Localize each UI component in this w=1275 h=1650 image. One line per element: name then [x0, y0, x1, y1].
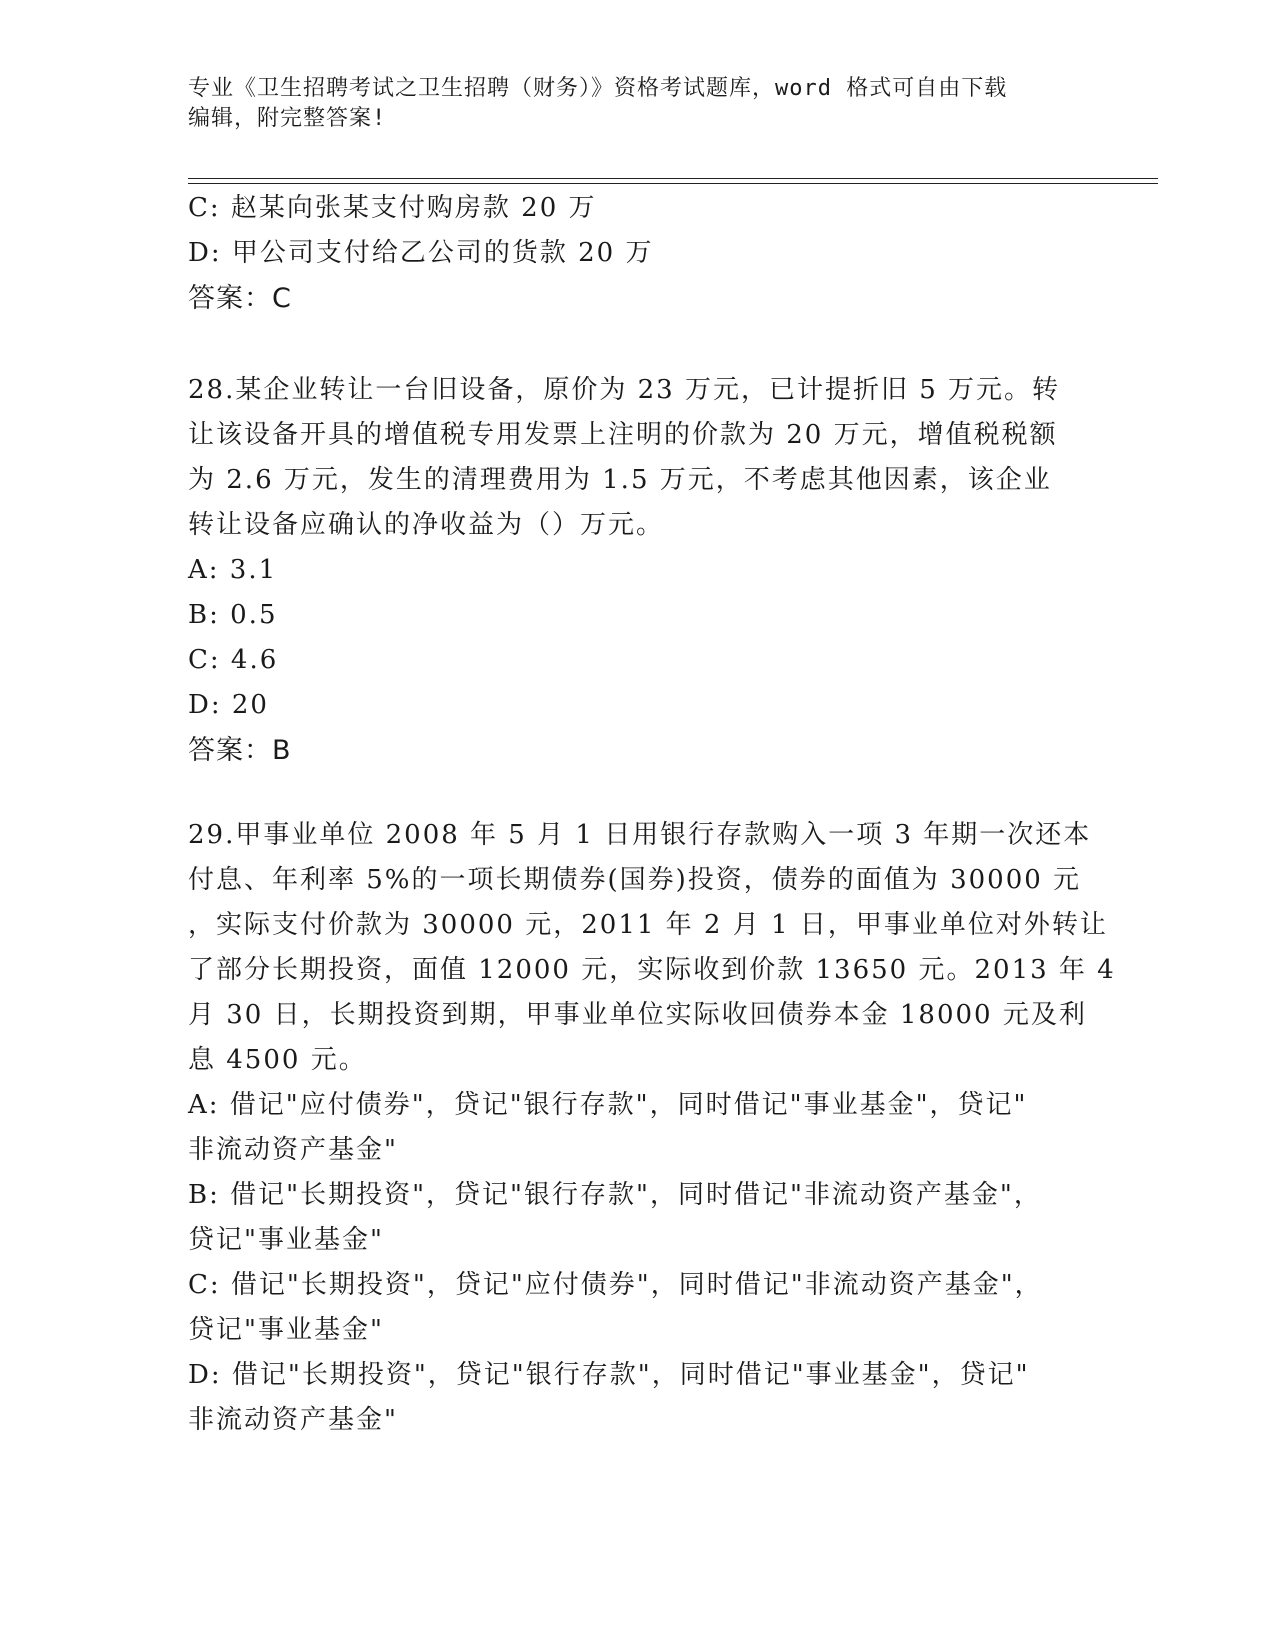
- option-c: C: 4.6: [188, 645, 279, 675]
- question-text-line: 28.某企业转让一台旧设备，原价为 23 万元，已计提折旧 5 万元。转: [188, 375, 1061, 405]
- question-text-line: 付息、年利率 5%的一项长期债券(国券)投资，债券的面值为 30000 元: [188, 865, 1082, 895]
- document-header: [188, 74, 1068, 134]
- question-28: [188, 368, 1088, 773]
- option-a-continued: 非流动资产基金": [188, 1135, 398, 1165]
- option-b: B: 借记"长期投资"，贷记"银行存款"，同时借记"非流动资产基金"，: [188, 1180, 1042, 1210]
- option-d: D: 20: [188, 690, 269, 720]
- header-line-2: 编辑，附完整答案!: [188, 106, 387, 131]
- option-a: A: 借记"应付债券"，贷记"银行存款"，同时借记"事业基金"，贷记": [188, 1090, 1028, 1120]
- option-a: A: 3.1: [188, 555, 278, 585]
- question-text-line: ，实际支付价款为 30000 元，2011 年 2 月 1 日，甲事业单位对外转让: [188, 910, 1108, 940]
- question-text-line: 月 30 日，长期投资到期，甲事业单位实际收回债券本金 18000 元及利: [188, 1000, 1087, 1030]
- option-b: B: 0.5: [188, 600, 278, 630]
- question-29: [188, 813, 1116, 1443]
- question-text-line: 为 2.6 万元，发生的清理费用为 1.5 万元，不考虑其他因素，该企业: [188, 465, 1052, 495]
- option-d: D: 借记"长期投资"，贷记"银行存款"，同时借记"事业基金"，贷记": [188, 1360, 1030, 1390]
- question-text-line: 转让设备应确认的净收益为（）万元。: [188, 510, 665, 540]
- answer-label: 答案：C: [188, 283, 292, 314]
- header-divider-bottom: [188, 183, 1158, 184]
- option-c: C: 借记"长期投资"，贷记"应付债券"，同时借记"非流动资产基金"，: [188, 1270, 1043, 1300]
- prev-question: [188, 186, 1088, 321]
- option-c: C: 赵某向张某支付购房款 20 万: [188, 193, 597, 223]
- option-b-continued: 贷记"事业基金": [188, 1225, 384, 1255]
- option-d-continued: 非流动资产基金": [188, 1405, 398, 1435]
- question-text-line: 了部分长期投资，面值 12000 元，实际收到价款 13650 元。2013 年 4: [188, 955, 1116, 985]
- answer-label: 答案：B: [188, 735, 292, 766]
- question-text-line: 息 4500 元。: [188, 1045, 367, 1075]
- question-text-line: 29.甲事业单位 2008 年 5 月 1 日用银行存款购入一项 3 年期一次还本: [188, 820, 1092, 850]
- option-c-continued: 贷记"事业基金": [188, 1315, 384, 1345]
- option-d: D: 甲公司支付给乙公司的货款 20 万: [188, 238, 654, 268]
- question-text-line: 让该设备开具的增值税专用发票上注明的价款为 20 万元，增值税税额: [188, 420, 1058, 450]
- header-line-1: 专业《卫生招聘考试之卫生招聘（财务）》资格考试题库，word 格式可自由下载: [188, 76, 1008, 101]
- header-divider-top: [188, 178, 1158, 179]
